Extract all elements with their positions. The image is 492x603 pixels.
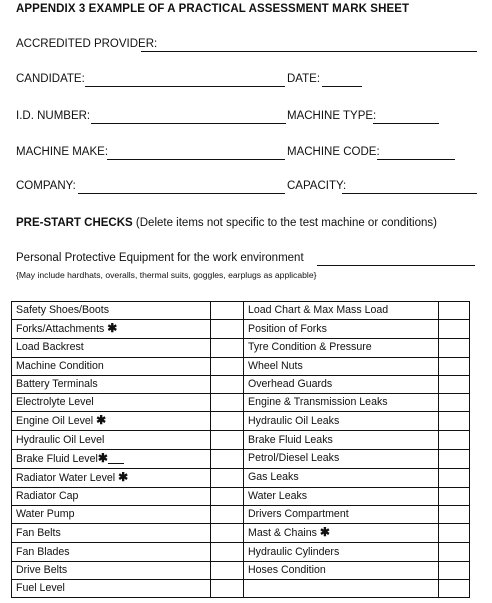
table-row bbox=[12, 431, 470, 449]
check-item-label: Engine & Transmission Leaks bbox=[248, 396, 388, 409]
check-mark-cell[interactable] bbox=[211, 375, 244, 393]
machine-code-label: MACHINE CODE: bbox=[287, 146, 380, 158]
table-row bbox=[12, 487, 470, 505]
check-item-label: Water Pump bbox=[16, 508, 75, 521]
check-item-label: Petrol/Diesel Leaks bbox=[248, 452, 340, 465]
check-item-left bbox=[12, 320, 211, 339]
page-title: APPENDIX 3 EXAMPLE OF A PRACTICAL ASSESSMENT MARK SHEET bbox=[16, 3, 410, 15]
check-item-label: Fan Blades bbox=[16, 545, 70, 558]
table-row bbox=[12, 394, 470, 412]
table-row bbox=[12, 579, 470, 597]
check-item-right bbox=[244, 339, 439, 357]
check-item-label: Water Leaks bbox=[248, 489, 308, 502]
check-mark-cell[interactable] bbox=[211, 339, 244, 357]
asterisk-icon: ✱ bbox=[96, 413, 107, 428]
asterisk-icon: ✱ bbox=[118, 469, 129, 484]
check-item-left bbox=[12, 487, 211, 505]
check-item-left bbox=[12, 375, 211, 393]
blank-line bbox=[108, 454, 124, 464]
check-mark-cell[interactable] bbox=[211, 579, 244, 597]
table-row bbox=[12, 506, 470, 524]
accredited-provider-field[interactable] bbox=[141, 51, 477, 52]
check-item-right bbox=[244, 431, 439, 449]
check-item-label: Forks/Attachments bbox=[16, 323, 105, 336]
check-item-left bbox=[12, 561, 211, 579]
check-item-label: Fan Belts bbox=[16, 526, 61, 539]
check-mark-cell[interactable] bbox=[211, 320, 244, 339]
check-item-left bbox=[12, 543, 211, 561]
check-item-left bbox=[12, 302, 211, 320]
check-item-label: Load Chart & Max Mass Load bbox=[248, 304, 389, 317]
table-row bbox=[12, 412, 470, 431]
check-item-right bbox=[244, 561, 439, 579]
prestart-title: PRE-START CHECKS bbox=[16, 217, 133, 229]
check-item-left bbox=[12, 394, 211, 412]
check-item-right bbox=[244, 524, 439, 543]
check-item-left bbox=[12, 449, 211, 468]
check-mark-cell[interactable] bbox=[439, 394, 470, 412]
asterisk-icon: ✱ bbox=[319, 525, 330, 540]
check-mark-cell[interactable] bbox=[211, 412, 244, 431]
machine-type-field[interactable] bbox=[373, 123, 439, 124]
check-item-right bbox=[244, 506, 439, 524]
check-item-left bbox=[12, 431, 211, 449]
check-mark-cell[interactable] bbox=[439, 487, 470, 505]
check-item-right bbox=[244, 394, 439, 412]
check-item-left bbox=[12, 468, 211, 487]
check-mark-cell[interactable] bbox=[211, 506, 244, 524]
check-item-left bbox=[12, 524, 211, 543]
check-item-left bbox=[12, 357, 211, 375]
check-item-label: Drivers Compartment bbox=[248, 508, 349, 521]
check-mark-cell[interactable] bbox=[211, 449, 244, 468]
table-row bbox=[12, 524, 470, 543]
check-item-label: Brake Fluid Level bbox=[16, 452, 98, 465]
company-field[interactable] bbox=[78, 193, 285, 194]
check-mark-cell[interactable] bbox=[211, 561, 244, 579]
check-item-right bbox=[244, 468, 439, 487]
check-mark-cell[interactable] bbox=[439, 561, 470, 579]
table-row bbox=[12, 543, 470, 561]
table-row bbox=[12, 561, 470, 579]
check-item-label: Hydraulic Oil Level bbox=[16, 433, 105, 446]
check-mark-cell[interactable] bbox=[211, 487, 244, 505]
check-item-left bbox=[12, 506, 211, 524]
check-mark-cell[interactable] bbox=[439, 449, 470, 468]
check-item-left bbox=[12, 412, 211, 431]
ppe-note: {May include hardhats, overalls, thermal suits, goggles, earplugs as applicable} bbox=[16, 270, 317, 280]
check-item-right bbox=[244, 487, 439, 505]
check-mark-cell[interactable] bbox=[439, 468, 470, 487]
check-item-label: Mast & Chains bbox=[248, 527, 317, 540]
company-label: COMPANY: bbox=[16, 180, 76, 192]
check-mark-cell[interactable] bbox=[439, 339, 470, 357]
check-item-right bbox=[244, 449, 439, 468]
check-item-label: Radiator Cap bbox=[16, 489, 79, 502]
check-mark-cell[interactable] bbox=[439, 431, 470, 449]
check-item-label: Radiator Water Level bbox=[16, 471, 116, 484]
date-label: DATE: bbox=[287, 73, 321, 85]
check-item-label: Overhead Guards bbox=[248, 378, 333, 391]
table-row bbox=[12, 449, 470, 468]
check-item-right bbox=[244, 320, 439, 339]
asterisk-icon: ✱ bbox=[107, 321, 118, 336]
check-item-label: Fuel Level bbox=[16, 582, 65, 595]
check-item-label: Machine Condition bbox=[16, 359, 104, 372]
check-mark-cell[interactable] bbox=[439, 524, 470, 543]
machine-make-field[interactable] bbox=[107, 159, 285, 160]
table-row bbox=[12, 357, 470, 375]
prestart-checklist-table bbox=[11, 301, 470, 598]
ppe-label: Personal Protective Equipment for the work environment bbox=[16, 252, 304, 264]
check-mark-cell[interactable] bbox=[211, 431, 244, 449]
check-item-right bbox=[244, 375, 439, 393]
check-mark-cell[interactable] bbox=[439, 302, 470, 320]
check-item-left bbox=[12, 579, 211, 597]
check-item-label: Gas Leaks bbox=[248, 471, 299, 484]
candidate-field[interactable] bbox=[85, 86, 285, 87]
check-item-label: Load Backrest bbox=[16, 341, 84, 354]
check-mark-cell[interactable] bbox=[439, 412, 470, 431]
check-item-label: Hoses Condition bbox=[248, 563, 326, 576]
prestart-heading bbox=[16, 217, 437, 229]
check-mark-cell[interactable] bbox=[439, 579, 470, 597]
check-item-label: Electrolyte Level bbox=[16, 396, 94, 409]
check-mark-cell[interactable] bbox=[211, 394, 244, 412]
check-item-label: Wheel Nuts bbox=[248, 359, 303, 372]
check-item-right bbox=[244, 302, 439, 320]
check-mark-cell[interactable] bbox=[211, 357, 244, 375]
ppe-field[interactable] bbox=[317, 265, 475, 266]
check-mark-cell[interactable] bbox=[439, 543, 470, 561]
check-item-left bbox=[12, 339, 211, 357]
asterisk-icon: ✱ bbox=[97, 450, 108, 465]
check-item-label: Drive Belts bbox=[16, 563, 68, 576]
check-mark-cell[interactable] bbox=[439, 320, 470, 339]
check-mark-cell[interactable] bbox=[211, 468, 244, 487]
accredited-provider-label: ACCREDITED PROVIDER: bbox=[16, 38, 158, 50]
table-row bbox=[12, 320, 470, 339]
machine-code-field[interactable] bbox=[377, 159, 455, 160]
check-item-right bbox=[244, 579, 439, 597]
check-mark-cell[interactable] bbox=[439, 375, 470, 393]
candidate-label: CANDIDATE: bbox=[16, 73, 85, 85]
table-row bbox=[12, 468, 470, 487]
table-row bbox=[12, 302, 470, 320]
date-field[interactable] bbox=[322, 86, 362, 87]
table-row bbox=[12, 339, 470, 357]
check-mark-cell[interactable] bbox=[211, 543, 244, 561]
check-item-label: Position of Forks bbox=[248, 322, 327, 335]
prestart-note: (Delete items not specific to the test machine or conditions) bbox=[132, 217, 437, 229]
machine-make-label: MACHINE MAKE: bbox=[16, 146, 109, 158]
check-mark-cell[interactable] bbox=[439, 506, 470, 524]
check-item-label: Engine Oil Level bbox=[16, 415, 94, 428]
machine-type-label: MACHINE TYPE: bbox=[287, 110, 377, 122]
check-mark-cell[interactable] bbox=[211, 302, 244, 320]
check-item-label: Brake Fluid Leaks bbox=[248, 433, 333, 446]
check-item-right bbox=[244, 543, 439, 561]
id-number-label: I.D. NUMBER: bbox=[16, 110, 91, 122]
check-mark-cell[interactable] bbox=[211, 524, 244, 543]
check-item-label: Tyre Condition & Pressure bbox=[248, 341, 372, 354]
check-item-label: Hydraulic Cylinders bbox=[248, 545, 340, 558]
check-item-right bbox=[244, 357, 439, 375]
capacity-label: CAPACITY: bbox=[287, 180, 347, 192]
check-item-label: Safety Shoes/Boots bbox=[16, 304, 110, 317]
table-row bbox=[12, 375, 470, 393]
id-number-field[interactable] bbox=[91, 123, 286, 124]
check-item-label: Battery Terminals bbox=[16, 378, 98, 391]
capacity-field[interactable] bbox=[342, 193, 477, 194]
check-item-right bbox=[244, 412, 439, 431]
check-item-label: Hydraulic Oil Leaks bbox=[248, 414, 340, 427]
check-mark-cell[interactable] bbox=[439, 357, 470, 375]
